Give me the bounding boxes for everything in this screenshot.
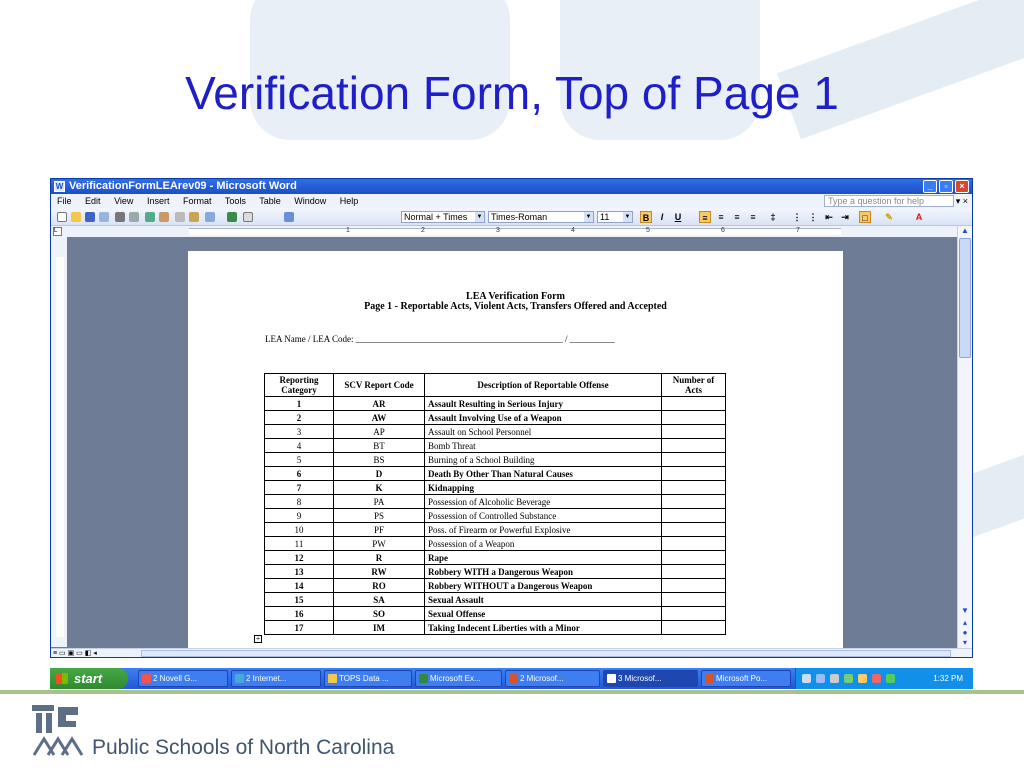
footer-divider (0, 690, 1024, 694)
category-cell: 3 (265, 425, 334, 439)
start-button[interactable] (50, 668, 128, 689)
minimize-button[interactable]: _ (923, 180, 937, 193)
description-cell: Sexual Assault (425, 593, 662, 607)
table-row (265, 509, 726, 523)
italic-button[interactable]: I (660, 212, 664, 222)
description-cell: Sexual Offense (425, 607, 662, 621)
number-of-acts-cell[interactable] (662, 565, 726, 579)
style-value: Normal + Times (404, 212, 468, 222)
category-cell: 7 (265, 481, 334, 495)
menu-table[interactable]: Table (259, 196, 281, 206)
paste-icon[interactable] (189, 212, 199, 222)
table-row (265, 523, 726, 537)
document-close-icon[interactable]: ▾ × (955, 196, 968, 206)
bold-button[interactable]: B (640, 211, 652, 223)
save-icon[interactable] (85, 212, 95, 222)
hyperlink-icon[interactable] (227, 212, 237, 222)
number-of-acts-cell[interactable] (662, 523, 726, 537)
help-search-input[interactable]: Type a question for help (824, 195, 954, 207)
vertical-scrollbar[interactable] (957, 226, 972, 650)
folder-icon (328, 674, 337, 683)
research-icon[interactable] (159, 212, 169, 222)
vertical-scroll-thumb[interactable] (959, 238, 971, 358)
description-cell: Burning of a School Building (425, 453, 662, 467)
bullets-button[interactable]: ⋮ (808, 212, 818, 222)
code-cell: R (334, 551, 425, 565)
tray-icon[interactable] (802, 674, 811, 683)
header-reporting-category: Reporting Category (265, 374, 334, 397)
word-icon (607, 674, 616, 683)
window-title: VerificationFormLEArev09 - Microsoft Word (69, 180, 297, 192)
font-select[interactable] (488, 211, 594, 223)
category-cell: 12 (265, 551, 334, 565)
horizontal-ruler[interactable] (51, 226, 972, 237)
horizontal-scrollbar[interactable] (51, 648, 972, 657)
table-row (265, 397, 726, 411)
ruler-number: 7 (796, 227, 800, 234)
category-cell: 5 (265, 453, 334, 467)
decrease-indent-button[interactable]: ⇤ (825, 212, 833, 222)
form-title: LEA Verification Form (466, 291, 565, 302)
menu-format[interactable]: Format (182, 196, 212, 206)
description-cell: Possession of a Weapon (425, 537, 662, 551)
form-subtitle: Page 1 - Reportable Acts, Violent Acts, Transfers Offered and Accepted (364, 301, 667, 312)
number-of-acts-cell[interactable] (662, 481, 726, 495)
ruler-track (189, 228, 841, 235)
scroll-up-icon[interactable]: ▲ (961, 226, 969, 235)
highlight-button[interactable]: ✎ (885, 212, 893, 222)
task-label: Microsoft Ex... (430, 674, 481, 683)
table-row (265, 495, 726, 509)
category-cell: 6 (265, 467, 334, 481)
description-cell: Taking Indecent Liberties with a Minor (425, 621, 662, 635)
taskbar-item-tops[interactable] (324, 670, 412, 687)
description-cell: Bomb Threat (425, 439, 662, 453)
number-of-acts-cell[interactable] (662, 411, 726, 425)
number-of-acts-cell[interactable] (662, 579, 726, 593)
description-cell: Poss. of Firearm or Powerful Explosive (425, 523, 662, 537)
category-cell: 15 (265, 593, 334, 607)
number-of-acts-cell[interactable] (662, 425, 726, 439)
table-row (265, 551, 726, 565)
category-cell: 11 (265, 537, 334, 551)
numbering-button[interactable]: ⋮ (792, 212, 802, 222)
border-button[interactable]: □ (859, 211, 871, 223)
scroll-down-icon[interactable]: ▼ (961, 606, 969, 615)
clock[interactable]: 1:32 PM (933, 674, 963, 683)
tab-selector-icon[interactable]: L (53, 227, 62, 236)
document-page[interactable] (188, 251, 843, 649)
code-cell: AW (334, 411, 425, 425)
font-size-value: 11 (600, 212, 610, 222)
undo-icon[interactable] (205, 212, 215, 222)
table-row (265, 607, 726, 621)
table-row (265, 411, 726, 425)
code-cell: PF (334, 523, 425, 537)
category-cell: 16 (265, 607, 334, 621)
header-scv-report-code: SCV Report Code (334, 374, 425, 397)
table-row (265, 481, 726, 495)
align-center-button[interactable]: ≡ (718, 212, 724, 222)
styles-icon[interactable] (284, 212, 294, 222)
description-cell: Rape (425, 551, 662, 565)
underline-button[interactable]: U (674, 212, 682, 222)
internet-explorer-icon (235, 674, 244, 683)
number-of-acts-cell[interactable] (662, 397, 726, 411)
align-left-button[interactable]: ≡ (699, 211, 711, 223)
table-row (265, 621, 726, 635)
number-of-acts-cell[interactable] (662, 509, 726, 523)
code-cell: D (334, 467, 425, 481)
task-label: TOPS Data ... (339, 674, 389, 683)
open-folder-icon[interactable] (71, 212, 81, 222)
powerpoint-icon (509, 674, 518, 683)
table-row (265, 467, 726, 481)
number-of-acts-cell[interactable] (662, 537, 726, 551)
taskbar-item-excel[interactable] (415, 670, 502, 687)
chevron-down-icon: ▼ (585, 214, 592, 220)
table-body (265, 397, 726, 635)
description-cell: Assault on School Personnel (425, 425, 662, 439)
table-header-row (265, 374, 726, 397)
tray-icon[interactable] (830, 674, 839, 683)
chevron-down-icon: ▼ (476, 214, 483, 220)
ruler-number: 2 (421, 227, 425, 234)
number-of-acts-cell[interactable] (662, 467, 726, 481)
taskbar-item-internet[interactable] (231, 670, 321, 687)
code-cell: AR (334, 397, 425, 411)
task-label: 3 Microsof... (618, 674, 662, 683)
menu-insert[interactable]: Insert (146, 196, 170, 206)
table-icon[interactable] (243, 212, 253, 222)
number-of-acts-cell[interactable] (662, 607, 726, 621)
category-cell: 14 (265, 579, 334, 593)
description-cell: Assault Resulting in Serious Injury (425, 397, 662, 411)
number-of-acts-cell[interactable] (662, 439, 726, 453)
task-label: Microsoft Po... (716, 674, 768, 683)
description-cell: Robbery WITH a Dangerous Weapon (425, 565, 662, 579)
line-spacing-button[interactable]: ‡ (770, 212, 776, 222)
slide-title: Verification Form, Top of Page 1 (185, 67, 839, 119)
table-row (265, 439, 726, 453)
public-schools-nc-logo (30, 703, 86, 759)
code-cell: IM (334, 621, 425, 635)
font-value: Times-Roman (491, 212, 548, 222)
description-cell: Kidnapping (425, 481, 662, 495)
formatting-toolbar (51, 208, 972, 226)
description-cell: Possession of Controlled Substance (425, 509, 662, 523)
description-cell: Robbery WITHOUT a Dangerous Weapon (425, 579, 662, 593)
code-cell: K (334, 481, 425, 495)
menu-view[interactable]: View (114, 196, 134, 206)
close-button[interactable]: × (955, 180, 969, 193)
category-cell: 17 (265, 621, 334, 635)
tray-icon[interactable] (886, 674, 895, 683)
tray-icon[interactable] (872, 674, 881, 683)
previous-page-icon[interactable]: ▴ (962, 618, 967, 627)
taskbar (50, 668, 973, 689)
category-cell: 4 (265, 439, 334, 453)
table-row (265, 565, 726, 579)
tray-icon[interactable] (858, 674, 867, 683)
table-row (265, 453, 726, 467)
category-cell: 8 (265, 495, 334, 509)
restore-button[interactable]: ▫ (939, 180, 953, 193)
windows-logo-icon (56, 673, 68, 684)
table-row (265, 537, 726, 551)
code-cell: BS (334, 453, 425, 467)
menu-window[interactable]: Window (294, 196, 327, 206)
reportable-acts-table (264, 373, 726, 635)
word-app-icon[interactable]: W (55, 182, 64, 191)
tray-icon[interactable] (816, 674, 825, 683)
ruler-number: 3 (496, 227, 500, 234)
print-icon[interactable] (115, 212, 125, 222)
table-row (265, 425, 726, 439)
description-cell: Death By Other Than Natural Causes (425, 467, 662, 481)
lea-name-code-line: LEA Name / LEA Code: ______________________________________________ / __________ (265, 334, 615, 344)
taskbar-item-novell[interactable] (138, 670, 228, 687)
select-browse-object-icon[interactable]: ● (962, 628, 968, 637)
task-label: 2 Novell G... (153, 674, 198, 683)
number-of-acts-cell[interactable] (662, 621, 726, 635)
menu-file[interactable]: File (57, 196, 72, 206)
vertical-ruler[interactable] (51, 237, 67, 647)
align-right-button[interactable]: ≡ (734, 212, 740, 222)
cut-icon[interactable] (175, 212, 185, 222)
font-size-select[interactable] (597, 211, 633, 223)
menu-tools[interactable]: Tools (224, 196, 246, 206)
footer-organization-name: Public Schools of North Carolina (92, 736, 395, 759)
number-of-acts-cell[interactable] (662, 551, 726, 565)
task-label: 2 Internet... (246, 674, 287, 683)
code-cell: PS (334, 509, 425, 523)
category-cell: 1 (265, 397, 334, 411)
novell-icon (142, 674, 151, 683)
description-cell: Assault Involving Use of a Weapon (425, 411, 662, 425)
tray-icon[interactable] (844, 674, 853, 683)
print-preview-icon[interactable] (129, 212, 139, 222)
number-of-acts-cell[interactable] (662, 593, 726, 607)
taskbar-item-word[interactable] (603, 670, 698, 687)
code-cell: PA (334, 495, 425, 509)
number-of-acts-cell[interactable] (662, 495, 726, 509)
description-cell: Possession of Alcoholic Beverage (425, 495, 662, 509)
category-cell: 13 (265, 565, 334, 579)
next-page-icon[interactable]: ▾ (962, 638, 967, 647)
horizontal-scroll-thumb[interactable] (141, 650, 951, 657)
taskbar-item-powerpoint[interactable] (701, 670, 791, 687)
menu-bar (51, 194, 972, 208)
new-document-icon[interactable] (57, 212, 67, 222)
header-description: Description of Reportable Offense (425, 374, 662, 397)
view-buttons[interactable]: ≡ ▭ ▣ ▭ ◧ ◂ (53, 650, 97, 657)
spelling-icon[interactable] (145, 212, 155, 222)
ruler-number: 6 (721, 227, 725, 234)
justify-button[interactable]: ≡ (750, 212, 756, 222)
system-tray (795, 668, 973, 689)
header-number-of-acts: Number of Acts (662, 374, 726, 397)
menu-help[interactable]: Help (339, 196, 359, 206)
code-cell: RW (334, 565, 425, 579)
vertical-ruler-track (56, 257, 64, 637)
category-cell: 2 (265, 411, 334, 425)
ruler-number: 5 (646, 227, 650, 234)
code-cell: SA (334, 593, 425, 607)
permission-icon[interactable] (99, 212, 109, 222)
powerpoint-icon (705, 674, 714, 683)
taskbar-item-microsoft-2[interactable] (505, 670, 600, 687)
ruler-number: 1 (346, 227, 350, 234)
task-label: 2 Microsof... (520, 674, 564, 683)
menu-edit[interactable]: Edit (85, 196, 101, 206)
code-cell: RO (334, 579, 425, 593)
table-move-handle-icon[interactable]: + (255, 634, 261, 643)
increase-indent-button[interactable]: ⇥ (841, 212, 849, 222)
table-row (265, 593, 726, 607)
chevron-down-icon: ▼ (624, 214, 631, 220)
code-cell: AP (334, 425, 425, 439)
window-titlebar[interactable] (51, 179, 972, 194)
code-cell: PW (334, 537, 425, 551)
excel-icon (419, 674, 428, 683)
category-cell: 9 (265, 509, 334, 523)
style-select[interactable] (401, 211, 485, 223)
code-cell: BT (334, 439, 425, 453)
table-row (265, 579, 726, 593)
ruler-number: 4 (571, 227, 575, 234)
font-color-button[interactable]: A (915, 212, 923, 222)
category-cell: 10 (265, 523, 334, 537)
number-of-acts-cell[interactable] (662, 453, 726, 467)
code-cell: SO (334, 607, 425, 621)
word-window (50, 178, 973, 658)
start-label: start (74, 671, 103, 686)
